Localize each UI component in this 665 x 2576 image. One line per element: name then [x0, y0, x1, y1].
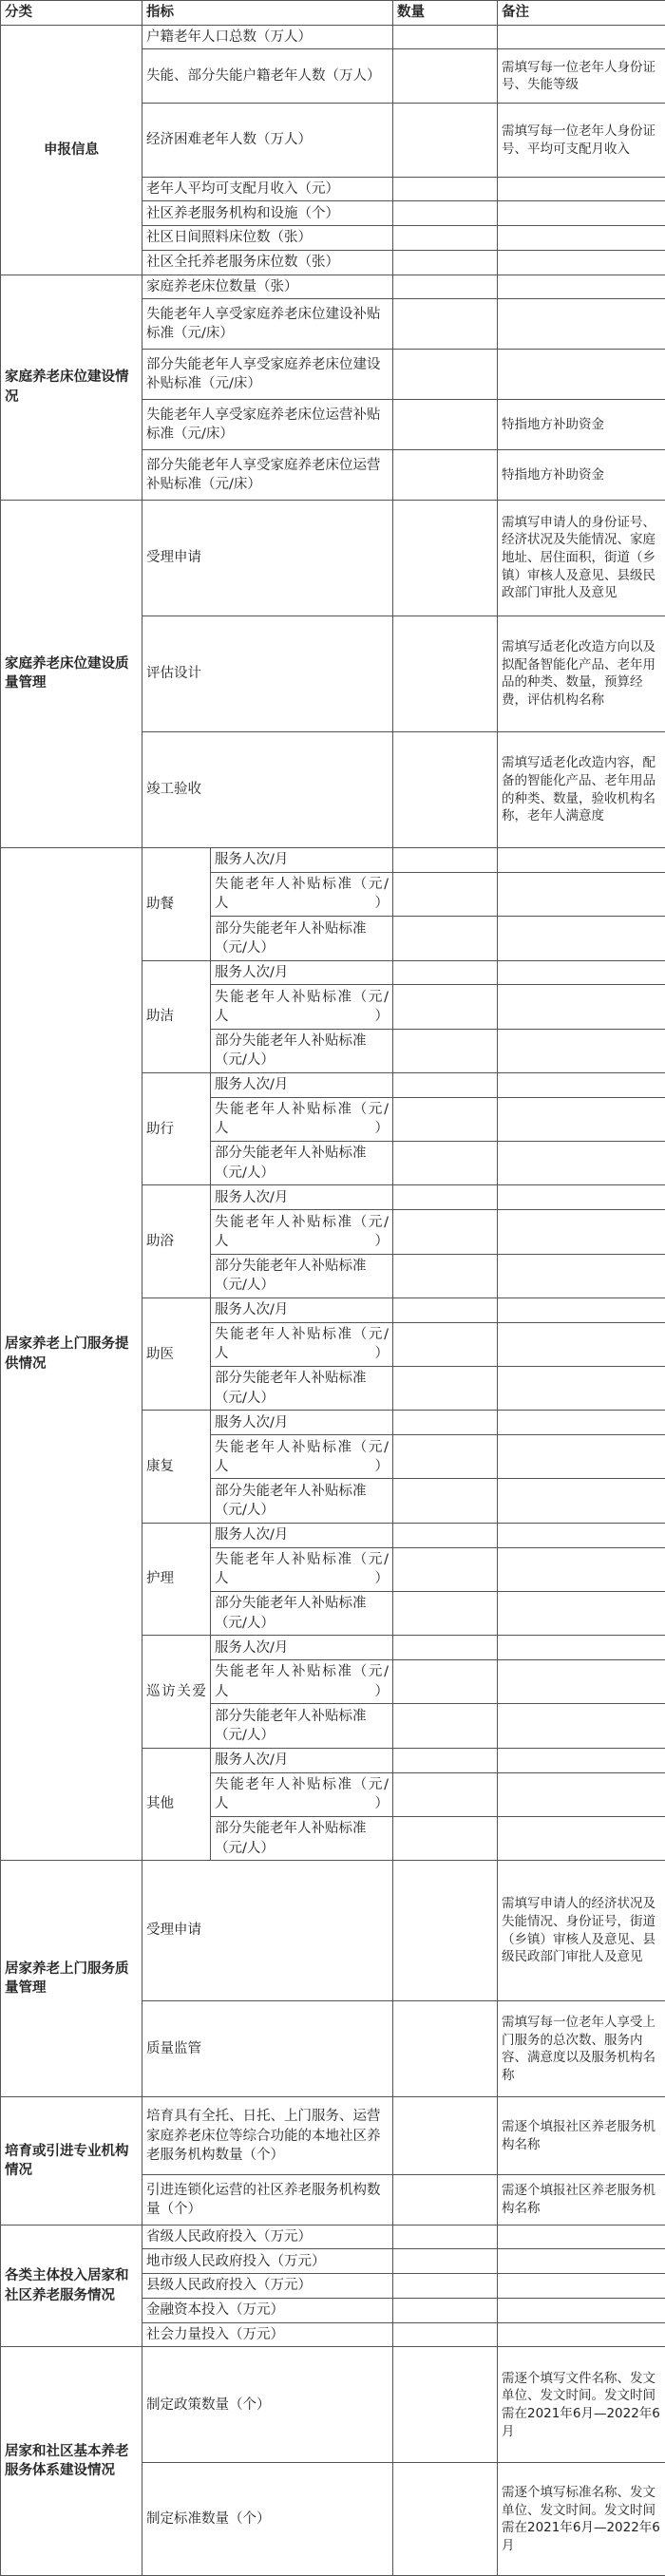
remark-cell — [498, 1185, 665, 1210]
remark-cell — [498, 1322, 665, 1366]
quantity-cell — [393, 350, 498, 400]
quantity-cell — [393, 1861, 498, 2001]
remark-cell — [498, 1142, 665, 1185]
quantity-cell — [393, 1547, 498, 1591]
remark-cell — [498, 848, 665, 873]
indicator-cell: 培育具有全托、日托、上门服务、运营家庭养老床位等综合功能的本地社区养老服务机构数量（个） — [142, 2097, 393, 2174]
remark-cell — [498, 299, 665, 350]
metric-cell: 失能老年人补贴标准（元/人） — [211, 1547, 393, 1591]
indicator-cell: 老年人平均可支配月收入（元） — [142, 177, 393, 201]
metric-cell: 服务人次/月 — [211, 1523, 393, 1547]
metric-cell: 服务人次/月 — [211, 1748, 393, 1772]
remark-cell — [498, 1367, 665, 1411]
indicator-cell: 制定标准数量（个） — [142, 2463, 393, 2576]
service-cell: 助医 — [142, 1297, 211, 1410]
remark-cell — [498, 985, 665, 1029]
remark-cell: 需填写申请人的身份证号、经济状况及失能情况、家庭地址、居住面积，街道（乡镇）审核人及意见、县级民政部门审批人及意见 — [498, 500, 665, 616]
quantity-cell — [393, 449, 498, 500]
metric-cell: 失能老年人补贴标准（元/人） — [211, 1097, 393, 1141]
metric-cell: 服务人次/月 — [211, 1072, 393, 1097]
category-cell: 居家养老上门服务提供情况 — [1, 848, 142, 1861]
quantity-cell — [393, 872, 498, 916]
service-cell: 康复 — [142, 1411, 211, 1523]
indicator-cell: 县级人民政府投入（万元） — [142, 2274, 393, 2299]
quantity-cell — [393, 1072, 498, 1097]
quantity-cell — [393, 2249, 498, 2274]
indicator-cell: 制定政策数量（个） — [142, 2347, 393, 2463]
remark-cell — [498, 226, 665, 251]
quantity-cell — [393, 104, 498, 177]
remark-cell — [498, 1411, 665, 1435]
metric-cell: 服务人次/月 — [211, 1297, 393, 1322]
metric-cell: 部分失能老年人补贴标准（元/人） — [211, 1591, 393, 1635]
remark-cell — [498, 2298, 665, 2322]
remark-cell: 需逐个填写文件名称、发文单位、发文时间。发文时间需在2021年6月—2022年6月 — [498, 2347, 665, 2463]
service-cell: 助餐 — [142, 848, 211, 960]
remark-cell — [498, 2322, 665, 2347]
indicator-cell: 质量监管 — [142, 2000, 393, 2097]
category-cell: 家庭养老床位建设情况 — [1, 275, 142, 500]
indicator-cell: 引进连锁化运营的社区养老服务机构数量（个） — [142, 2174, 393, 2225]
remark-cell: 特指地方补助资金 — [498, 449, 665, 500]
remark-cell: 需填写适老化改造内容，配备的智能化产品、老年用品的种类、数量，验收机构名称，老年人满意度 — [498, 731, 665, 847]
quantity-cell — [393, 25, 498, 49]
metric-cell: 服务人次/月 — [211, 848, 393, 873]
service-cell: 护理 — [142, 1523, 211, 1635]
metric-cell: 服务人次/月 — [211, 1636, 393, 1660]
metric-cell: 服务人次/月 — [211, 960, 393, 985]
remark-cell — [498, 2249, 665, 2274]
remark-cell: 需填写适老化改造方向以及拟配备智能化产品、老年用品的种类、数量，预算经费，评估机构名称 — [498, 616, 665, 731]
category-cell: 培育或引进专业机构情况 — [1, 2097, 142, 2225]
quantity-cell — [393, 1411, 498, 1435]
indicator-cell: 受理申请 — [142, 500, 393, 616]
indicator-cell: 社区养老服务机构和设施（个） — [142, 201, 393, 226]
indicator-cell: 部分失能老年人享受家庭养老床位运营补贴标准（元/床） — [142, 449, 393, 500]
quantity-cell — [393, 1704, 498, 1748]
remark-cell: 特指地方补助资金 — [498, 400, 665, 450]
table-row — [1, 848, 665, 873]
quantity-cell — [393, 299, 498, 350]
quantity-cell — [393, 2174, 498, 2225]
indicator-cell: 失能老年人享受家庭养老床位运营补贴标准（元/床） — [142, 400, 393, 450]
remark-cell — [498, 1097, 665, 1141]
table-row — [1, 1861, 665, 2001]
metric-cell: 服务人次/月 — [211, 1185, 393, 1210]
metric-cell: 部分失能老年人补贴标准（元/人） — [211, 1254, 393, 1297]
remark-cell — [498, 1523, 665, 1547]
quantity-cell — [393, 1029, 498, 1072]
remark-cell — [498, 2225, 665, 2249]
service-cell: 巡访关爱 — [142, 1636, 211, 1748]
remark-cell — [498, 1660, 665, 1704]
header-row — [1, 1, 665, 26]
indicator-cell: 省级人民政府投入（万元） — [142, 2225, 393, 2249]
metric-cell: 失能老年人补贴标准（元/人） — [211, 1322, 393, 1366]
indicator-cell: 户籍老年人口总数（万人） — [142, 25, 393, 49]
remark-cell — [498, 2274, 665, 2299]
metric-cell: 服务人次/月 — [211, 1411, 393, 1435]
category-cell: 居家和社区基本养老服务体系建设情况 — [1, 2347, 142, 2576]
metric-cell: 失能老年人补贴标准（元/人） — [211, 1660, 393, 1704]
remark-cell — [498, 1072, 665, 1097]
table-row — [1, 500, 665, 616]
quantity-cell — [393, 2000, 498, 2097]
quantity-cell — [393, 1748, 498, 1772]
metric-cell: 失能老年人补贴标准（元/人） — [211, 985, 393, 1029]
remark-cell — [498, 275, 665, 299]
service-cell: 助浴 — [142, 1185, 211, 1297]
remark-cell — [498, 177, 665, 201]
quantity-cell — [393, 226, 498, 251]
quantity-cell — [393, 49, 498, 104]
metric-cell: 部分失能老年人补贴标准（元/人） — [211, 1029, 393, 1072]
quantity-cell — [393, 1322, 498, 1366]
remark-cell — [498, 1479, 665, 1523]
indicator-cell: 受理申请 — [142, 1861, 393, 2001]
table-row — [1, 2347, 665, 2463]
metric-cell: 部分失能老年人补贴标准（元/人） — [211, 1479, 393, 1523]
remark-cell — [498, 1297, 665, 1322]
quantity-cell — [393, 1210, 498, 1254]
quantity-cell — [393, 960, 498, 985]
remark-cell — [498, 1591, 665, 1635]
table-row — [1, 275, 665, 299]
metric-cell: 部分失能老年人补贴标准（元/人） — [211, 1142, 393, 1185]
quantity-cell — [393, 2463, 498, 2576]
remark-cell: 需逐个填报社区养老服务机构名称 — [498, 2174, 665, 2225]
quantity-cell — [393, 1523, 498, 1547]
remark-cell — [498, 201, 665, 226]
category-cell: 居家养老上门服务质量管理 — [1, 1861, 142, 2097]
remark-cell: 需逐个填报社区养老服务机构名称 — [498, 2097, 665, 2174]
quantity-cell — [393, 1772, 498, 1816]
quantity-cell — [393, 1097, 498, 1141]
quantity-cell — [393, 616, 498, 731]
metric-cell: 失能老年人补贴标准（元/人） — [211, 1772, 393, 1816]
remark-cell — [498, 350, 665, 400]
indicator-cell: 家庭养老床位数量（张） — [142, 275, 393, 299]
remark-cell — [498, 917, 665, 960]
quantity-cell — [393, 250, 498, 275]
quantity-cell — [393, 400, 498, 450]
remark-cell: 需填写申请人的经济状况及失能情况、身份证号，街道（乡镇）审核人及意见、县级民政部门审批人及意见 — [498, 1861, 665, 2001]
remark-cell — [498, 1816, 665, 1860]
metric-cell: 部分失能老年人补贴标准（元/人） — [211, 1704, 393, 1748]
remark-cell — [498, 1435, 665, 1479]
table-row — [1, 2097, 665, 2174]
service-cell: 其他 — [142, 1748, 211, 1860]
quantity-cell — [393, 1479, 498, 1523]
indicator-cell: 经济困难老年人数（万人） — [142, 104, 393, 177]
quantity-cell — [393, 1254, 498, 1297]
remark-cell — [498, 1772, 665, 1816]
metric-cell: 部分失能老年人补贴标准（元/人） — [211, 1367, 393, 1411]
metric-cell: 部分失能老年人补贴标准（元/人） — [211, 917, 393, 960]
quantity-cell — [393, 1816, 498, 1860]
quantity-cell — [393, 917, 498, 960]
quantity-cell — [393, 731, 498, 847]
quantity-cell — [393, 500, 498, 616]
category-cell: 各类主体投入居家和社区养老服务情况 — [1, 2225, 142, 2347]
quantity-cell — [393, 1142, 498, 1185]
quantity-cell — [393, 2298, 498, 2322]
quantity-cell — [393, 2347, 498, 2463]
category-cell: 申报信息 — [1, 25, 142, 275]
header-remark: 备注 — [498, 1, 665, 26]
quantity-cell — [393, 1367, 498, 1411]
quantity-cell — [393, 1185, 498, 1210]
metric-cell: 失能老年人补贴标准（元/人） — [211, 1210, 393, 1254]
indicator-cell: 地市级人民政府投入（万元） — [142, 2249, 393, 2274]
service-cell: 助行 — [142, 1072, 211, 1184]
quantity-cell — [393, 2097, 498, 2174]
quantity-cell — [393, 848, 498, 873]
remark-cell: 需填写每一位老年人身份证号、平均可支配月收入 — [498, 104, 665, 177]
remark-cell: 需逐个填写标准名称、发文单位、发文时间。发文时间需在2021年6月—2022年6月 — [498, 2463, 665, 2576]
remark-cell — [498, 1029, 665, 1072]
metric-cell: 部分失能老年人补贴标准（元/人） — [211, 1816, 393, 1860]
quantity-cell — [393, 2274, 498, 2299]
quantity-cell — [393, 2322, 498, 2347]
indicator-cell: 评估设计 — [142, 616, 393, 731]
quantity-cell — [393, 1435, 498, 1479]
remark-cell — [498, 960, 665, 985]
indicator-cell: 部分失能老年人享受家庭养老床位建设补贴标准（元/床） — [142, 350, 393, 400]
header-category: 分类 — [1, 1, 142, 26]
remark-cell — [498, 1254, 665, 1297]
metric-cell: 失能老年人补贴标准（元/人） — [211, 872, 393, 916]
header-indicator: 指标 — [142, 1, 393, 26]
quantity-cell — [393, 1591, 498, 1635]
remark-cell: 需填写每一位老年人享受上门服务的总次数、服务内容、满意度以及服务机构名称 — [498, 2000, 665, 2097]
table-row — [1, 25, 665, 49]
remark-cell — [498, 1547, 665, 1591]
quantity-cell — [393, 1636, 498, 1660]
quantity-cell — [393, 201, 498, 226]
remark-cell — [498, 250, 665, 275]
remark-cell — [498, 872, 665, 916]
remark-cell — [498, 1210, 665, 1254]
remark-cell — [498, 1748, 665, 1772]
indicator-cell: 社会力量投入（万元） — [142, 2322, 393, 2347]
metric-cell: 失能老年人补贴标准（元/人） — [211, 1435, 393, 1479]
table-row — [1, 2225, 665, 2249]
service-cell: 助洁 — [142, 960, 211, 1072]
indicator-cell: 竣工验收 — [142, 731, 393, 847]
indicator-cell: 失能、部分失能户籍老年人数（万人） — [142, 49, 393, 104]
quantity-cell — [393, 985, 498, 1029]
indicator-cell: 社区全托养老服务床位数（张） — [142, 250, 393, 275]
quantity-cell — [393, 275, 498, 299]
quantity-cell — [393, 2225, 498, 2249]
remark-cell: 需填写每一位老年人身份证号、失能等级 — [498, 49, 665, 104]
indicator-cell: 金融资本投入（万元） — [142, 2298, 393, 2322]
quantity-cell — [393, 177, 498, 201]
remark-cell — [498, 1704, 665, 1748]
quantity-cell — [393, 1297, 498, 1322]
header-quantity: 数量 — [393, 1, 498, 26]
remark-cell — [498, 1636, 665, 1660]
category-cell: 家庭养老床位建设质量管理 — [1, 500, 142, 847]
indicator-cell: 社区日间照料床位数（张） — [142, 226, 393, 251]
remark-cell — [498, 25, 665, 49]
quantity-cell — [393, 1660, 498, 1704]
indicator-cell: 失能老年人享受家庭养老床位建设补贴标准（元/床） — [142, 299, 393, 350]
